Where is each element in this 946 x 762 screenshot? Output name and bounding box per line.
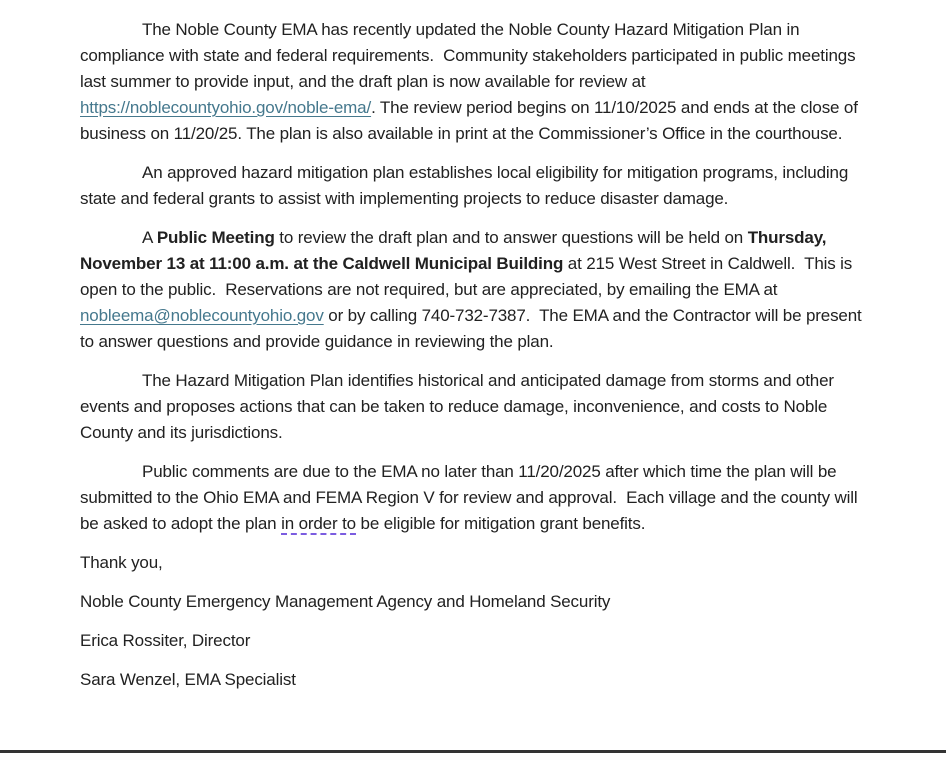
paragraph-approved-plan — [80, 160, 864, 212]
text-run: Erica Rossiter, Director — [80, 631, 251, 650]
text-run: The Hazard Mitigation Plan identifies historical and anticipated damage from storms and other events and proposes actions that can be taken to reduce damage, inconvenience, and costs to Noble County and its jurisdictions. — [80, 371, 839, 442]
text-run: . The review period begins on 11/10/2025 and ends at the close of business on 11/20/25. The plan is also available in print at the Commissioner’s Office in the courthouse. — [80, 98, 863, 143]
editor-suggestion-text[interactable]: in order to — [281, 514, 356, 533]
text-run-bold: Public Meeting — [156, 228, 275, 247]
document-body — [80, 17, 867, 706]
text-run: or by calling 740-732-7387. The EMA and the Contractor will be present to answer questions and provide guidance in reviewing the plan. — [80, 306, 867, 351]
text-run: Public comments are due to the EMA no later than 11/20/2025 after which time the plan will be submitted to the Ohio EMA and FEMA Region V for review and approval. Each village and the county will be asked to adopt the plan — [80, 462, 863, 533]
signature-agency — [80, 589, 864, 615]
text-run: at 215 West Street in Caldwell. This is open to the public. Reservations are not required, but are appreciated, by emailing the EMA at — [80, 254, 857, 299]
text-run: Sara Wenzel, EMA Specialist — [80, 670, 296, 689]
text-run-bold: Thursday, November 13 at 11:00 a.m. at the Caldwell Municipal Building — [80, 228, 831, 273]
closing-thanks — [80, 550, 864, 576]
hyperlink[interactable]: nobleema@noblecountyohio.gov — [80, 306, 324, 325]
paragraph-comments-due — [80, 459, 864, 537]
signature-specialist — [80, 667, 864, 693]
signature-director — [80, 628, 864, 654]
text-run: be eligible for mitigation grant benefits. — [355, 514, 646, 533]
text-run: The Noble County EMA has recently updated the Noble County Hazard Mitigation Plan in compliance with state and federal requirements. Community stakeholders participated in public meetings last summer to provide input, and the draft plan is now available for review at — [80, 20, 861, 91]
paragraph-intro — [80, 17, 864, 147]
text-run: Thank you, — [80, 553, 163, 572]
text-run: A — [142, 228, 157, 247]
paragraph-plan-describes — [80, 368, 864, 446]
page-bottom-border — [0, 750, 946, 753]
text-run: An approved hazard mitigation plan establishes local eligibility for mitigation programs, including state and federal grants to assist with implementing projects to reduce disaster damage. — [80, 163, 853, 208]
text-run: Noble County Emergency Management Agency and Homeland Security — [80, 592, 611, 611]
paragraph-public-meeting — [80, 225, 867, 355]
hyperlink[interactable]: https://noblecountyohio.gov/noble-ema/ — [80, 98, 372, 117]
text-run: to review the draft plan and to answer questions will be held on — [274, 228, 748, 247]
